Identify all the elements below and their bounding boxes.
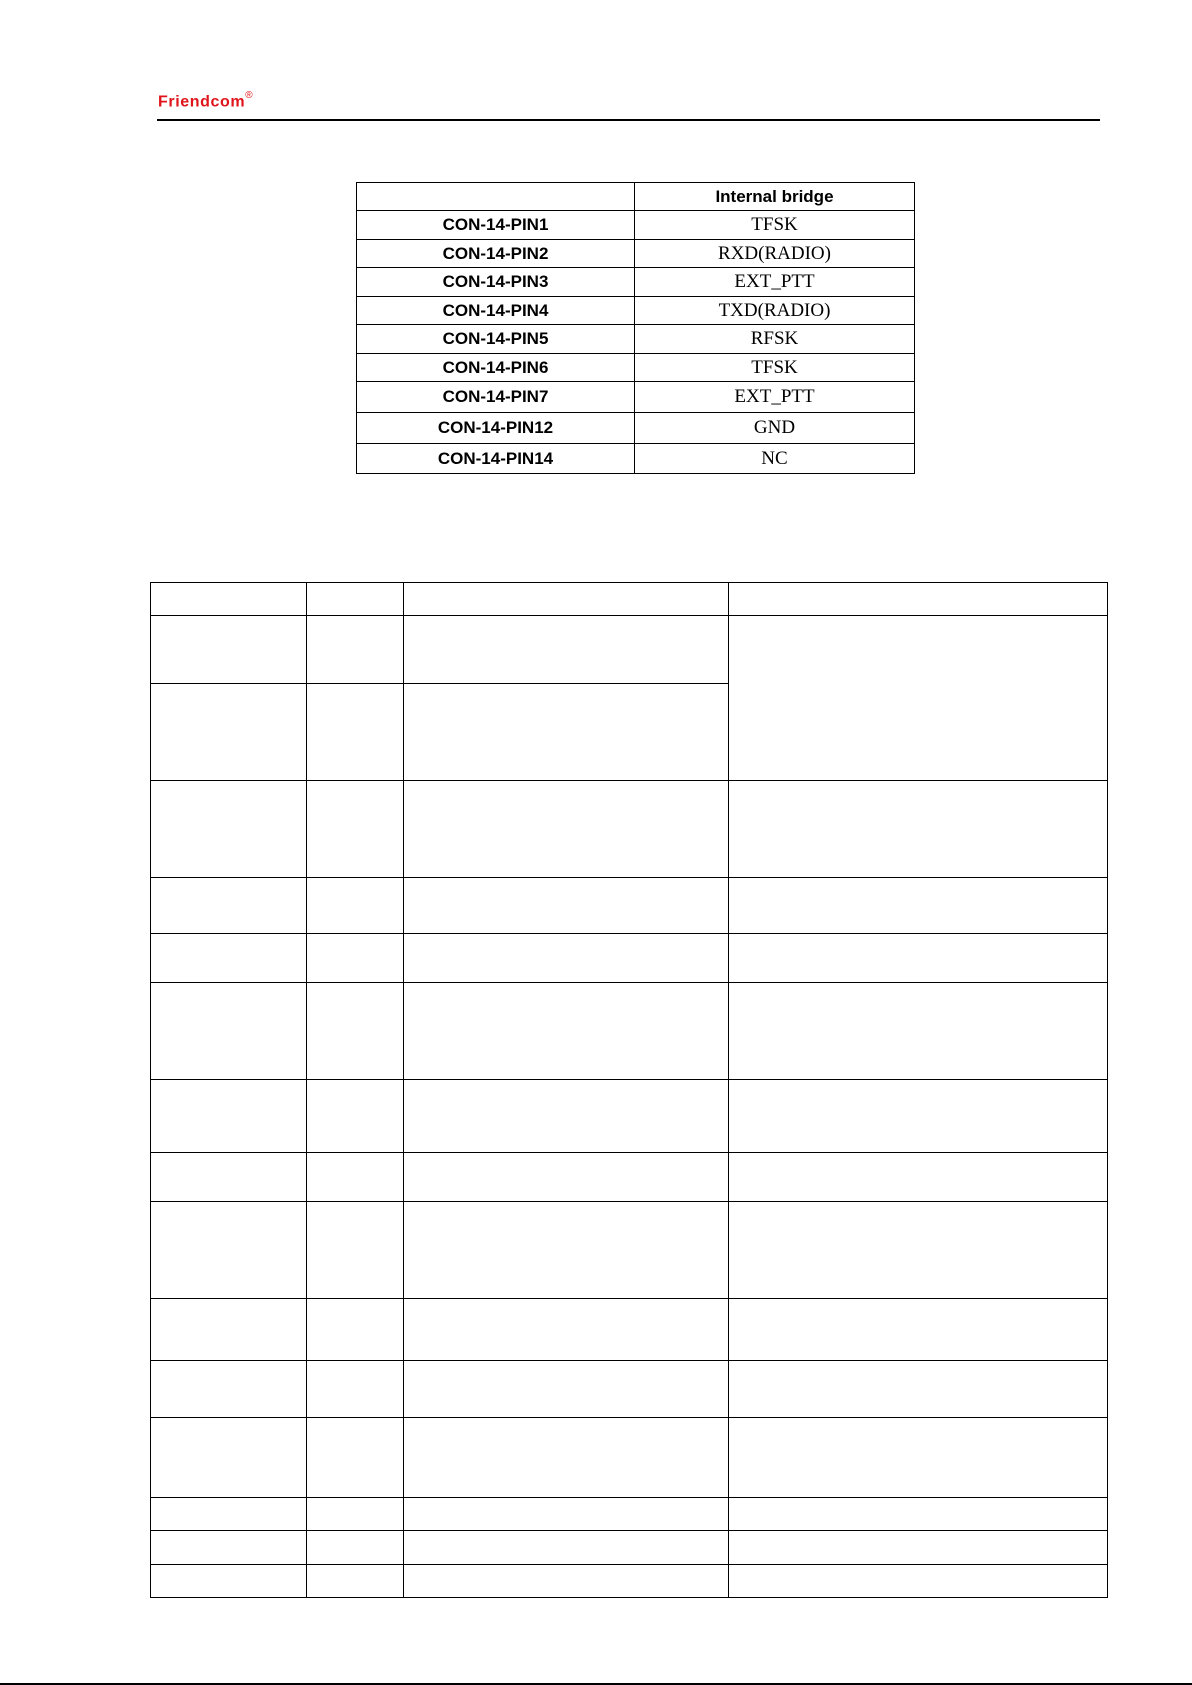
table-cell: [151, 1080, 307, 1153]
table-row: [151, 1299, 1108, 1361]
table-cell: [729, 1080, 1108, 1153]
table-cell: [307, 684, 404, 781]
table-row: [357, 413, 915, 444]
table-cell: [404, 616, 729, 684]
signal-cell: TFSK: [635, 211, 915, 240]
table-row: [357, 211, 915, 240]
table-cell: [404, 1299, 729, 1361]
signal-cell: NC: [635, 444, 915, 474]
table-cell: [151, 1153, 307, 1202]
table-row: [151, 878, 1108, 934]
table-cell: [729, 878, 1108, 934]
table-row: [151, 1498, 1108, 1531]
table-cell: [151, 1418, 307, 1498]
table-cell: [404, 1080, 729, 1153]
table-row: [151, 983, 1108, 1080]
table-cell: [404, 1565, 729, 1598]
table-cell: [307, 1565, 404, 1598]
table-row: [357, 354, 915, 382]
table-cell: [151, 1531, 307, 1565]
table-cell: [307, 1498, 404, 1531]
table-cell: [729, 1565, 1108, 1598]
signal-cell: RXD(RADIO): [635, 240, 915, 268]
table-cell: [404, 878, 729, 934]
table-row: [151, 616, 1108, 684]
table-cell: [729, 1531, 1108, 1565]
table-cell: [307, 1418, 404, 1498]
table-row: [151, 1080, 1108, 1153]
table-header-row: [357, 183, 915, 211]
table-cell: [307, 583, 404, 616]
table-cell: [151, 878, 307, 934]
table-cell: [404, 934, 729, 983]
table-cell: [404, 781, 729, 878]
pin-cell: CON-14-PIN12: [357, 413, 635, 444]
table-header-cell: [357, 183, 635, 211]
table-cell: [729, 1361, 1108, 1418]
table-row: [357, 382, 915, 413]
table-cell: [151, 934, 307, 983]
table-cell: [729, 1418, 1108, 1498]
signal-cell: GND: [635, 413, 915, 444]
table-row: [357, 444, 915, 474]
table-cell: [151, 1565, 307, 1598]
table-cell: [151, 616, 307, 684]
pin-cell: CON-14-PIN2: [357, 240, 635, 268]
table-row: [357, 268, 915, 297]
table-cell: [729, 1153, 1108, 1202]
table-row: [151, 1361, 1108, 1418]
table-cell: [151, 983, 307, 1080]
pin-cell: CON-14-PIN3: [357, 268, 635, 297]
signal-cell: RFSK: [635, 325, 915, 354]
table-cell: [404, 1202, 729, 1299]
table-cell: [151, 684, 307, 781]
table-header-cell: Internal bridge: [635, 183, 915, 211]
table-row: [151, 1418, 1108, 1498]
table-cell: [307, 1531, 404, 1565]
table-header-row: [151, 583, 1108, 616]
brand-logo: Friendcom®: [158, 90, 254, 111]
table-cell: [729, 781, 1108, 878]
signal-cell: TFSK: [635, 354, 915, 382]
table-row: [151, 1565, 1108, 1598]
table-cell: [729, 616, 1108, 781]
table-cell: [404, 983, 729, 1080]
table-cell: [729, 583, 1108, 616]
table-cell: [729, 934, 1108, 983]
pin-cell: CON-14-PIN4: [357, 297, 635, 325]
table-cell: [307, 1361, 404, 1418]
pin-cell: CON-14-PIN6: [357, 354, 635, 382]
table-cell: [151, 1498, 307, 1531]
signal-cell: EXT_PTT: [635, 382, 915, 413]
table-cell: [151, 781, 307, 878]
table-cell: [404, 1153, 729, 1202]
table-cell: [404, 1418, 729, 1498]
table-cell: [307, 1202, 404, 1299]
specification-table: [150, 582, 1108, 1598]
pin-cell: CON-14-PIN1: [357, 211, 635, 240]
table-cell: [307, 1080, 404, 1153]
table-cell: [307, 1153, 404, 1202]
header-rule: [157, 119, 1100, 121]
table-row: [151, 1153, 1108, 1202]
table-row: [151, 1202, 1108, 1299]
table-cell: [151, 1361, 307, 1418]
table-cell: [151, 1202, 307, 1299]
table-row: [151, 1531, 1108, 1565]
table-cell: [729, 1498, 1108, 1531]
pin-cell: CON-14-PIN5: [357, 325, 635, 354]
table-cell: [307, 934, 404, 983]
table-cell: [404, 1361, 729, 1418]
table-cell: [307, 1299, 404, 1361]
table-row: [357, 240, 915, 268]
table-row: [151, 781, 1108, 878]
table-cell: [307, 878, 404, 934]
pin-cell: CON-14-PIN14: [357, 444, 635, 474]
signal-cell: EXT_PTT: [635, 268, 915, 297]
table-cell: [404, 1531, 729, 1565]
table-cell: [151, 1299, 307, 1361]
table-cell: [729, 983, 1108, 1080]
table-row: [357, 325, 915, 354]
table-cell: [729, 1202, 1108, 1299]
internal-bridge-table: [356, 182, 915, 474]
pin-cell: CON-14-PIN7: [357, 382, 635, 413]
table-cell: [404, 1498, 729, 1531]
signal-cell: TXD(RADIO): [635, 297, 915, 325]
table-cell: [307, 781, 404, 878]
table-row: [357, 297, 915, 325]
table-cell: [151, 583, 307, 616]
table-cell: [729, 1299, 1108, 1361]
table-cell: [307, 983, 404, 1080]
table-cell: [404, 684, 729, 781]
table-cell: [404, 583, 729, 616]
table-cell: [307, 616, 404, 684]
table-row: [151, 934, 1108, 983]
